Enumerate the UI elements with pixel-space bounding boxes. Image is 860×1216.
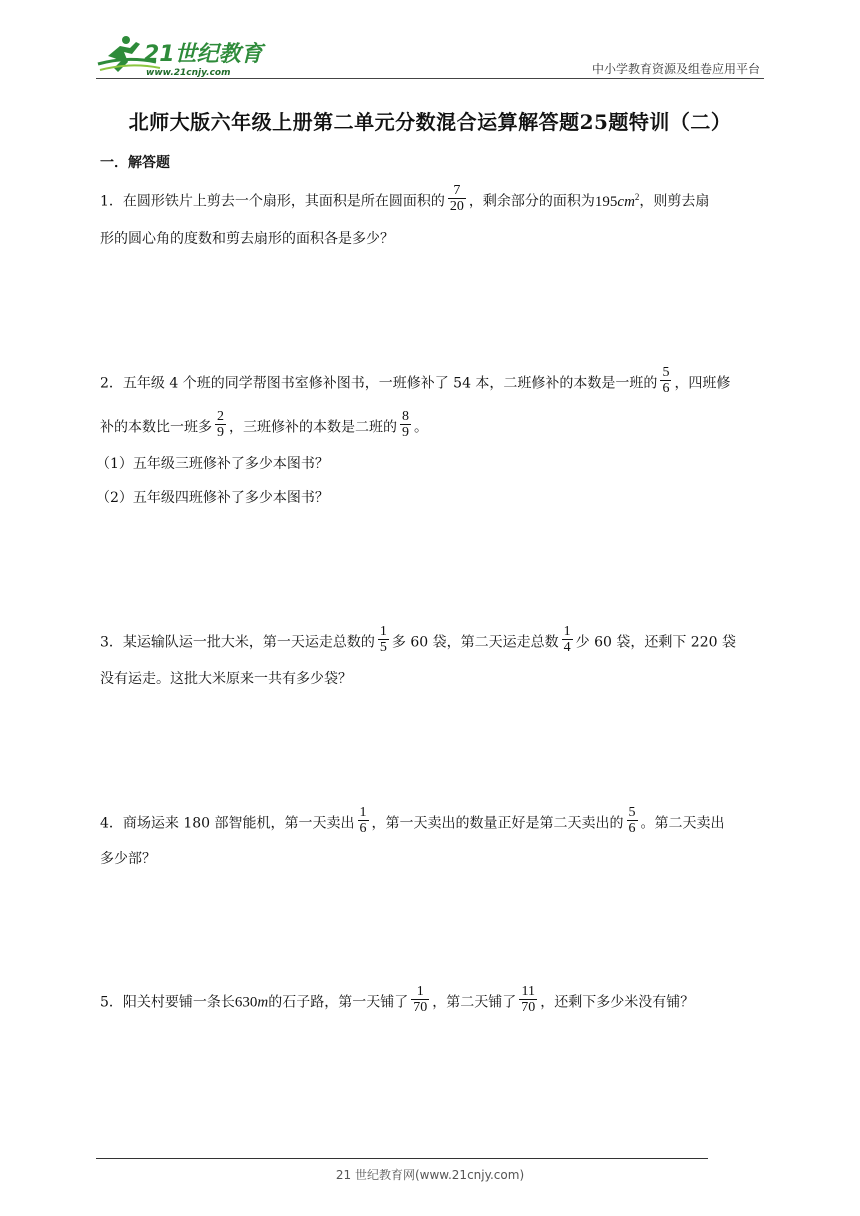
fraction: $\frac{7}{20}$ [449,183,464,214]
length-value: 630m [234,994,269,1011]
question-2-line-1: 2．五年级 4 个班的同学帮图书室修补图书，一班修补了 54 本，二班修补的本数是一班的 $\frac{5}{6}$ ，四班修 [100,365,731,396]
header-divider [96,78,764,79]
question-1-line-1: 1．在圆形铁片上剪去一个扇形，其面积是所在圆面积的 $\frac{7}{20}$ ，剩余部分的面积为$195cm^2$，则剪去扇 [100,183,710,214]
fraction: $\frac{8}{9}$ [402,409,409,440]
logo-url: www.21cnjy.com [146,68,231,78]
fraction: $\frac{2}{9}$ [217,409,224,440]
question-3-line-1: 3．某运输队运一批大米，第一天运走总数的 $\frac{1}{5}$ 多 60 袋，第二天运走总数 $\frac{1}{4}$ 少 60 袋，还剩下 220 袋 [100,624,736,655]
question-2-line-2: 补的本数比一班多 $\frac{2}{9}$ ，三班修补的本数是二班的 $\frac{8}{9}$ 。 [100,409,428,440]
section-heading: 一．解答题 [100,155,170,171]
question-4-line-2: 多少部？ [100,851,156,867]
fraction: $\frac{1}{4}$ [563,624,571,655]
page-title: 北师大版六年级上册第二单元分数混合运算解答题25题特训（二） [128,110,732,134]
logo-text: 21世纪教育 [144,42,263,67]
fraction: $\frac{5}{6}$ [628,805,636,836]
fraction: $\frac{1}{6}$ [359,805,367,836]
platform-label: 中小学教育资源及组卷应用平台 [591,62,760,76]
fraction: $\frac{11}{70}$ [521,984,536,1015]
question-5-line-1: 5．阳关村要铺一条长630m的石子路，第一天铺了 $\frac{1}{70}$ ，第二天铺了 $\frac{11}{70}$ ，还剩下多少米没有铺？ [100,984,695,1015]
question-2-sub-1: （1）五年级三班修补了多少本图书？ [96,456,329,472]
footer-divider [96,1158,708,1159]
fraction: $\frac{1}{5}$ [379,624,387,655]
footer-text: 21 世纪教育网(www.21cnjy.com) [335,1168,525,1182]
fraction: $\frac{1}{70}$ [413,984,428,1015]
area-value: $195cm^2$ [594,191,640,210]
page-header [96,30,764,80]
question-3-line-2: 没有运走。这批大米原来一共有多少袋？ [100,671,352,687]
runner-logo-icon [96,34,266,78]
question-4-line-1: 4．商场运来 180 部智能机，第一天卖出 $\frac{1}{6}$ ，第一天卖出的数量正好是第二天卖出的 $\frac{5}{6}$ 。第二天卖出 [100,805,725,836]
question-1-line-2: 形的圆心角的度数和剪去扇形的面积各是多少？ [100,231,394,247]
question-2-sub-2: （2）五年级四班修补了多少本图书？ [96,490,329,506]
logo [96,34,266,78]
fraction: $\frac{5}{6}$ [662,365,670,396]
